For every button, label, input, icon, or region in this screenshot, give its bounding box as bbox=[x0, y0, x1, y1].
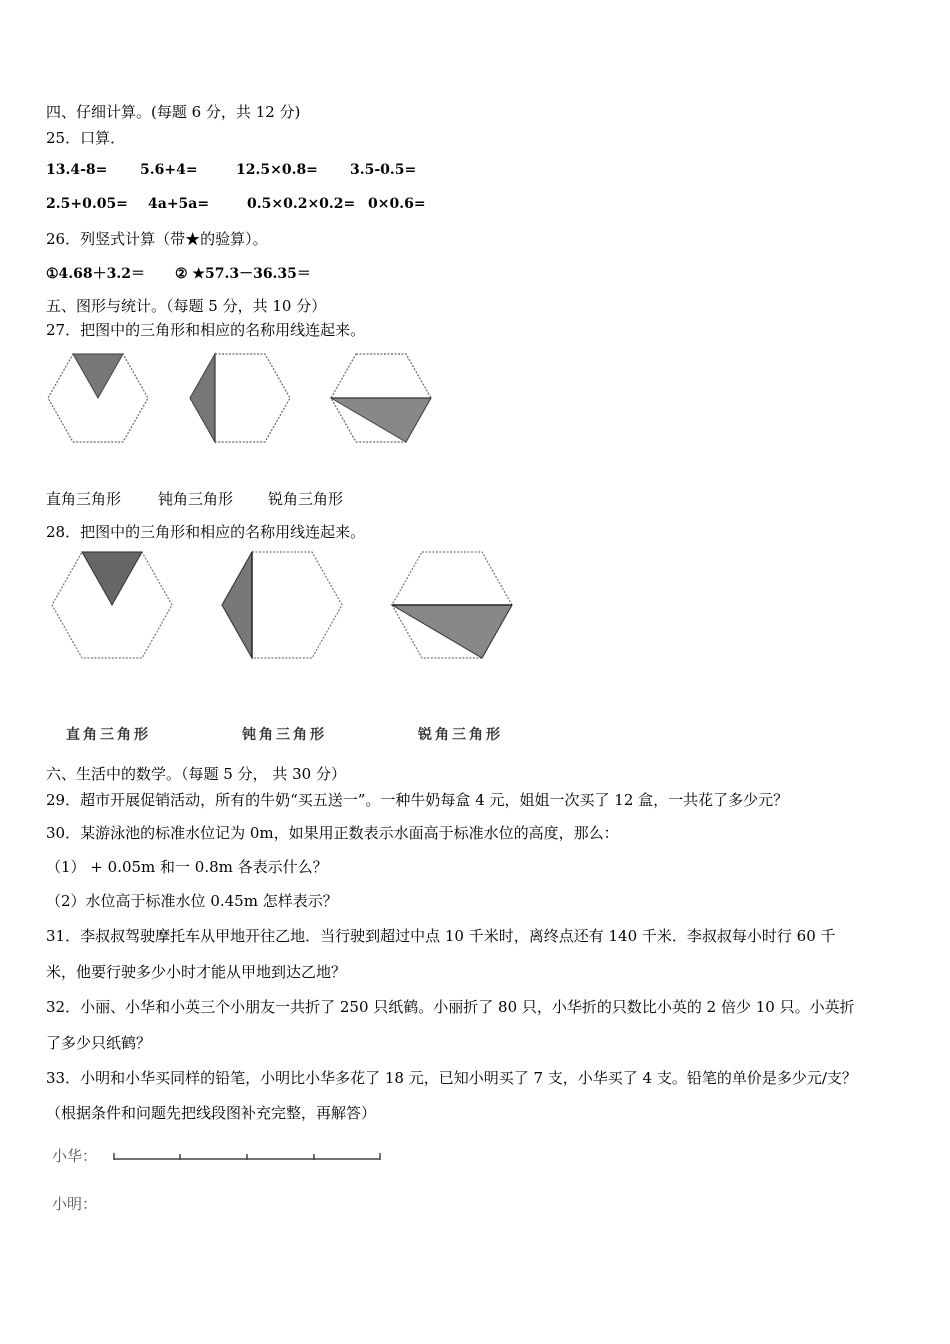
hexagon-figure-2 bbox=[190, 354, 290, 442]
calc-item: 4a+5a= bbox=[148, 196, 210, 212]
section4-title: 四、仔细计算。(每题 6 分，共 12 分) bbox=[46, 103, 301, 121]
q30-title: 30．某游泳池的标准水位记为 0m，如果用正数表示水面高于标准水位的高度，那么： bbox=[46, 824, 619, 842]
calc-item: 12.5×0.8= bbox=[236, 162, 318, 178]
hexagon-figure-1 bbox=[48, 354, 148, 442]
hexagon-figure-3 bbox=[392, 552, 512, 658]
vertical-calc-item: ①4.68＋3.2＝ bbox=[46, 266, 146, 282]
section6-title: 六、生活中的数学。（每题 5 分， 共 30 分） bbox=[46, 765, 346, 783]
label-xiaohua: 小华： bbox=[52, 1147, 98, 1165]
triangle-name-right[interactable]: 直角三角形 bbox=[46, 490, 122, 508]
triangle-name-obtuse[interactable]: 钝角三角形 bbox=[242, 727, 327, 743]
calc-item: 0×0.6= bbox=[368, 196, 426, 212]
hexagon-figure-2 bbox=[222, 552, 342, 658]
triangle-name-obtuse[interactable]: 钝角三角形 bbox=[158, 490, 234, 508]
q33-line2: （根据条件和问题先把线段图补充完整，再解答） bbox=[46, 1104, 377, 1122]
q30-part2: （2）水位高于标准水位 0.45m 怎样表示？ bbox=[46, 892, 338, 910]
q29-text: 29．超市开展促销活动，所有的牛奶“买五送一”。一种牛奶每盒 4 元，姐姐一次买了 12 盒，一共花了多少元？ bbox=[46, 791, 789, 809]
q32-line1: 32．小丽、小华和小英三个小朋友一共折了 250 只纸鹤。小丽折了 80 只，小华折的只数比小英的 2 倍少 10 只。小英折 bbox=[46, 998, 855, 1016]
section5-title: 五、图形与统计。（每题 5 分，共 10 分） bbox=[46, 297, 327, 315]
calc-item: 3.5-0.5= bbox=[350, 162, 417, 178]
triangle-name-right[interactable]: 直角三角形 bbox=[66, 727, 151, 743]
vertical-calc-item: ② ★57.3－36.35＝ bbox=[175, 266, 311, 282]
xiaohua-segment bbox=[100, 1148, 400, 1168]
q28-title: 28．把图中的三角形和相应的名称用线连起来。 bbox=[46, 523, 366, 541]
q31-line1: 31．李叔叔驾驶摩托车从甲地开往乙地．当行驶到超过中点 10 千米时，离终点还有 140 千米．李叔叔每小时行 60 千 bbox=[46, 927, 836, 945]
calc-item: 0.5×0.2×0.2= bbox=[247, 196, 356, 212]
calc-item: 13.4-8= bbox=[46, 162, 108, 178]
q30-part1: （1） + 0.05m 和一 0.8m 各表示什么？ bbox=[46, 858, 328, 876]
triangle-name-acute[interactable]: 锐角三角形 bbox=[268, 490, 344, 508]
q31-line2: 米，他要行驶多少小时才能从甲地到达乙地？ bbox=[46, 963, 347, 981]
q27-title: 27．把图中的三角形和相应的名称用线连起来。 bbox=[46, 321, 366, 339]
triangle-name-acute[interactable]: 锐角三角形 bbox=[418, 727, 503, 743]
q26-title: 26．列竖式计算（带★的验算）。 bbox=[46, 230, 268, 248]
label-xiaoming: 小明： bbox=[52, 1195, 98, 1213]
hexagon-figure-1 bbox=[52, 552, 172, 658]
q28-figures bbox=[0, 550, 950, 670]
q27-figures bbox=[0, 350, 950, 460]
calc-item: 2.5+0.05= bbox=[46, 196, 128, 212]
hexagon-figure-3 bbox=[331, 354, 431, 442]
calc-item: 5.6+4= bbox=[140, 162, 198, 178]
q33-line1: 33．小明和小华买同样的铅笔，小明比小华多花了 18 元，已知小明买了 7 支，小华买了 4 支。铅笔的单价是多少元/支？ bbox=[46, 1069, 857, 1087]
q25-title: 25．口算． bbox=[46, 129, 126, 147]
q32-line2: 了多少只纸鹤？ bbox=[46, 1034, 152, 1052]
